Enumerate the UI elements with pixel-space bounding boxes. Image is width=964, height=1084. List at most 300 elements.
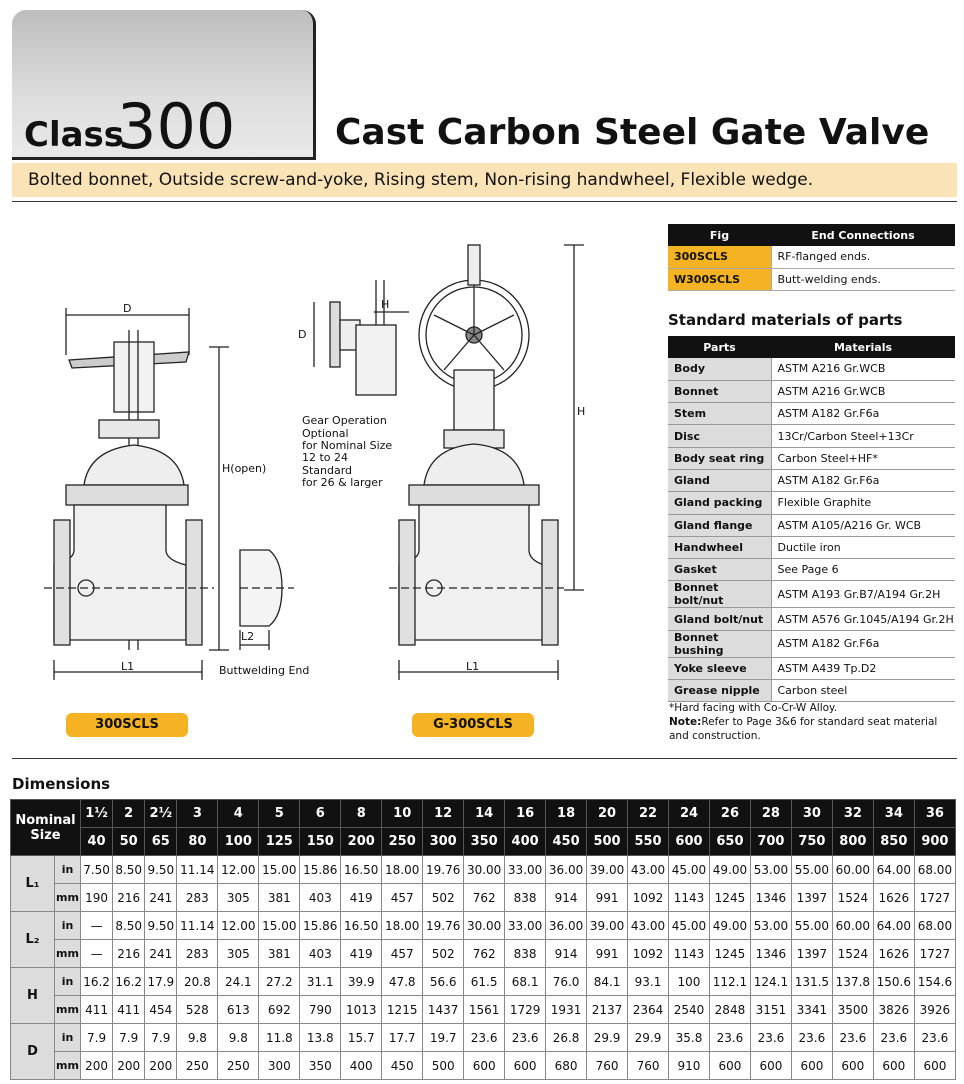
dimension-value: —	[81, 940, 113, 968]
gear-h-label: H	[381, 298, 390, 311]
size-label: Size	[30, 827, 61, 843]
dimension-value: 2137	[587, 996, 628, 1024]
nominal-size-header	[11, 800, 81, 856]
size-in-header: 34	[873, 800, 914, 828]
dimension-group-label: L₁	[11, 856, 55, 912]
dimension-value: 18.00	[382, 912, 423, 940]
dimension-value: 762	[464, 884, 505, 912]
dimension-value: 17.9	[145, 968, 177, 996]
dimension-value: 19.76	[423, 912, 464, 940]
dimension-value: 1215	[382, 996, 423, 1024]
dimension-value: 3151	[750, 996, 791, 1024]
dimension-row	[11, 884, 956, 912]
dimension-value: 1561	[464, 996, 505, 1024]
size-in-header: 22	[628, 800, 669, 828]
size-in-header: 6	[300, 800, 341, 828]
dimension-value: 30.00	[464, 912, 505, 940]
material-row	[668, 403, 955, 425]
part-name: Gasket	[668, 559, 771, 581]
part-name: Bonnet bushing	[668, 630, 771, 657]
dimension-value: 15.00	[259, 856, 300, 884]
dimension-value: 61.5	[464, 968, 505, 996]
dimension-value: 1727	[914, 884, 955, 912]
unit-label: in	[55, 912, 81, 940]
part-name: Bonnet	[668, 380, 771, 402]
dimension-value: 36.00	[546, 856, 587, 884]
dimension-value: 33.00	[505, 856, 546, 884]
size-mm-header: 750	[791, 828, 832, 856]
dimension-value: 1143	[669, 940, 710, 968]
dimension-value: 1092	[628, 940, 669, 968]
dimension-value: 26.8	[546, 1024, 587, 1052]
dimension-row	[11, 912, 956, 940]
material-row	[668, 630, 955, 657]
dimension-value: 15.86	[300, 856, 341, 884]
dimension-value: 36.00	[546, 912, 587, 940]
size-mm-header: 800	[832, 828, 873, 856]
size-in-header: 2½	[145, 800, 177, 828]
dimension-value: 16.2	[113, 968, 145, 996]
dimension-value: 419	[341, 940, 382, 968]
dimension-value: 68.00	[914, 856, 955, 884]
dimension-value: 1143	[669, 884, 710, 912]
dimension-value: 47.8	[382, 968, 423, 996]
dimension-value: 29.9	[628, 1024, 669, 1052]
nominal-label: Nominal	[15, 812, 76, 828]
dimension-value: 18.00	[382, 856, 423, 884]
dimension-value: 13.8	[300, 1024, 341, 1052]
dimension-value: 12.00	[218, 856, 259, 884]
dimension-value: 838	[505, 940, 546, 968]
materials-col-header: Materials	[771, 336, 955, 358]
dimension-value: 454	[145, 996, 177, 1024]
part-material: Ductile iron	[771, 536, 955, 558]
subtitle: Bolted bonnet, Outside screw-and-yoke, Rising stem, Non-rising handwheel, Flexible wedge.	[28, 170, 814, 190]
unit-label: in	[55, 1024, 81, 1052]
dimension-value: 1397	[791, 940, 832, 968]
dimension-value: 23.6	[914, 1024, 955, 1052]
dimension-value: 53.00	[750, 856, 791, 884]
part-name: Stem	[668, 403, 771, 425]
size-in-header: 1½	[81, 800, 113, 828]
valve-drawings	[14, 220, 654, 730]
part-name: Gland flange	[668, 514, 771, 536]
part-material: ASTM A182 Gr.F6a	[771, 469, 955, 491]
dimension-value: 381	[259, 940, 300, 968]
dimension-value: 8.50	[113, 856, 145, 884]
dimension-value: 9.50	[145, 856, 177, 884]
dimension-row	[11, 1052, 956, 1080]
dim-d-label: D	[123, 302, 132, 315]
dimension-value: 16.50	[341, 856, 382, 884]
dimension-value: 24.1	[218, 968, 259, 996]
dimension-value: 1524	[832, 940, 873, 968]
dimension-value: 27.2	[259, 968, 300, 996]
size-in-header: 26	[709, 800, 750, 828]
gear-note-1: Gear Operation	[302, 414, 387, 427]
dimension-value: 20.8	[177, 968, 218, 996]
size-mm-header: 200	[341, 828, 382, 856]
size-in-header: 8	[341, 800, 382, 828]
dimension-value: 55.00	[791, 856, 832, 884]
fig-code: 300SCLS	[668, 246, 771, 268]
size-in-header: 4	[218, 800, 259, 828]
dimension-value: 1626	[873, 940, 914, 968]
dimension-value: 1013	[341, 996, 382, 1024]
size-mm-header: 65	[145, 828, 177, 856]
size-mm-header: 600	[669, 828, 710, 856]
dimension-value: 457	[382, 884, 423, 912]
dimension-value: 9.8	[218, 1024, 259, 1052]
part-name: Yoke sleeve	[668, 657, 771, 679]
fig-row	[668, 268, 955, 290]
fig-connection: Butt-welding ends.	[771, 268, 955, 290]
size-in-header: 28	[750, 800, 791, 828]
dimension-value: 600	[832, 1052, 873, 1080]
dimension-value: 600	[791, 1052, 832, 1080]
dimension-value: 9.8	[177, 1024, 218, 1052]
parts-col-header: Parts	[668, 336, 771, 358]
dimension-value: 502	[423, 940, 464, 968]
dim-h-label: H	[577, 405, 586, 418]
dimension-value: 600	[873, 1052, 914, 1080]
fig-code: W300SCLS	[668, 268, 771, 290]
dimension-value: —	[81, 912, 113, 940]
dimension-value: 600	[464, 1052, 505, 1080]
gear-note-3: for Nominal Size	[302, 439, 393, 452]
dimension-value: 53.00	[750, 912, 791, 940]
dimension-value: 68.00	[914, 912, 955, 940]
size-mm-header: 650	[709, 828, 750, 856]
size-mm-header: 80	[177, 828, 218, 856]
size-in-header: 14	[464, 800, 505, 828]
dimension-value: 241	[145, 884, 177, 912]
size-mm-header: 900	[914, 828, 955, 856]
class-word: Class	[24, 115, 125, 155]
dimension-value: 1931	[546, 996, 587, 1024]
dimension-value: 910	[669, 1052, 710, 1080]
page-title: Cast Carbon Steel Gate Valve	[335, 112, 930, 153]
dimension-value: 17.7	[382, 1024, 423, 1052]
size-in-header: 24	[669, 800, 710, 828]
material-row	[668, 559, 955, 581]
dimension-row	[11, 856, 956, 884]
dimension-value: 33.00	[505, 912, 546, 940]
fig-label-g300scls: G-300SCLS	[412, 713, 534, 737]
dimension-value: 7.9	[81, 1024, 113, 1052]
dimension-value: 11.14	[177, 856, 218, 884]
fig-col-header: Fig	[668, 224, 771, 246]
dimension-value: 305	[218, 884, 259, 912]
dimension-value: 23.6	[464, 1024, 505, 1052]
dimension-group-label: H	[11, 968, 55, 1024]
note-label: Note:	[669, 716, 702, 728]
dimension-value: 411	[81, 996, 113, 1024]
dimension-value: 450	[382, 1052, 423, 1080]
material-row	[668, 657, 955, 679]
dimension-value: 1092	[628, 884, 669, 912]
dimension-value: 43.00	[628, 912, 669, 940]
dimension-value: 2848	[709, 996, 750, 1024]
part-material: Carbon Steel+HF*	[771, 447, 955, 469]
materials-table	[668, 336, 955, 702]
material-row	[668, 680, 955, 702]
material-row	[668, 469, 955, 491]
dimension-value: 1245	[709, 940, 750, 968]
size-mm-header: 150	[300, 828, 341, 856]
part-material: ASTM A105/A216 Gr. WCB	[771, 514, 955, 536]
gear-note-4: 12 to 24	[302, 451, 349, 464]
dimension-value: 100	[669, 968, 710, 996]
dimension-value: 131.5	[791, 968, 832, 996]
fig-table	[668, 224, 955, 291]
dimension-value: 76.0	[546, 968, 587, 996]
dim-l1-label: L1	[121, 660, 135, 673]
dimension-value: 914	[546, 884, 587, 912]
material-row	[668, 447, 955, 469]
dimension-value: 8.50	[113, 912, 145, 940]
dimensions-table	[10, 799, 956, 1080]
part-material: ASTM A216 Gr.WCB	[771, 358, 955, 380]
dimension-value: 23.6	[791, 1024, 832, 1052]
unit-label: in	[55, 968, 81, 996]
dimension-value: 43.00	[628, 856, 669, 884]
part-name: Gland packing	[668, 492, 771, 514]
dimension-value: 350	[300, 1052, 341, 1080]
dim-h-open-label: H(open)	[222, 462, 267, 475]
size-in-header: 2	[113, 800, 145, 828]
dimension-value: 600	[750, 1052, 791, 1080]
dimension-value: 381	[259, 884, 300, 912]
dimension-value: 16.2	[81, 968, 113, 996]
subtitle-bar	[12, 163, 957, 197]
size-mm-header: 500	[587, 828, 628, 856]
unit-label: mm	[55, 940, 81, 968]
dimension-value: 762	[464, 940, 505, 968]
dimension-value: 790	[300, 996, 341, 1024]
dimension-value: 3826	[873, 996, 914, 1024]
dimension-value: 1346	[750, 884, 791, 912]
size-mm-header: 125	[259, 828, 300, 856]
dimension-value: 11.8	[259, 1024, 300, 1052]
part-material: ASTM A182 Gr.F6a	[771, 403, 955, 425]
dimension-value: 15.7	[341, 1024, 382, 1052]
dimensions-title: Dimensions	[12, 775, 111, 793]
end-connections-col-header: End Connections	[771, 224, 955, 246]
fig-row	[668, 246, 955, 268]
dimension-value: 419	[341, 884, 382, 912]
part-material: ASTM A439 Tp.D2	[771, 657, 955, 679]
dimension-value: 1524	[832, 884, 873, 912]
dimension-value: 3926	[914, 996, 955, 1024]
dimension-value: 991	[587, 884, 628, 912]
part-material: ASTM A216 Gr.WCB	[771, 380, 955, 402]
dimension-value: 457	[382, 940, 423, 968]
dimension-value: 300	[259, 1052, 300, 1080]
dimension-value: 7.9	[113, 1024, 145, 1052]
dimension-value: 49.00	[709, 912, 750, 940]
dimension-value: 64.00	[873, 912, 914, 940]
dimension-value: 9.50	[145, 912, 177, 940]
material-row	[668, 425, 955, 447]
dimension-value: 7.50	[81, 856, 113, 884]
dimension-value: 39.00	[587, 856, 628, 884]
dimension-value: 23.6	[873, 1024, 914, 1052]
size-mm-header: 50	[113, 828, 145, 856]
size-mm-header: 350	[464, 828, 505, 856]
size-in-header: 12	[423, 800, 464, 828]
part-name: Handwheel	[668, 536, 771, 558]
dimension-value: 29.9	[587, 1024, 628, 1052]
size-in-header: 30	[791, 800, 832, 828]
dimension-value: 283	[177, 884, 218, 912]
dimension-value: 190	[81, 884, 113, 912]
dimension-value: 216	[113, 940, 145, 968]
dimension-value: 31.1	[300, 968, 341, 996]
dimension-value: 55.00	[791, 912, 832, 940]
dimension-value: 692	[259, 996, 300, 1024]
dimension-value: 1626	[873, 884, 914, 912]
dimension-value: 112.1	[709, 968, 750, 996]
size-in-header: 10	[382, 800, 423, 828]
dimension-value: 411	[113, 996, 145, 1024]
dimension-value: 15.00	[259, 912, 300, 940]
dimension-row	[11, 1024, 956, 1052]
dim-l1-right-label: L1	[466, 660, 480, 673]
part-material: Flexible Graphite	[771, 492, 955, 514]
size-mm-header: 250	[382, 828, 423, 856]
part-name: Gland bolt/nut	[668, 608, 771, 630]
dimension-value: 760	[587, 1052, 628, 1080]
part-name: Grease nipple	[668, 680, 771, 702]
dimension-value: 914	[546, 940, 587, 968]
size-in-header: 5	[259, 800, 300, 828]
dimension-value: 528	[177, 996, 218, 1024]
dim-l2-label: L2	[241, 630, 255, 643]
size-mm-header: 40	[81, 828, 113, 856]
dimension-value: 2364	[628, 996, 669, 1024]
dimension-value: 241	[145, 940, 177, 968]
dimension-value: 403	[300, 884, 341, 912]
dimension-value: 200	[113, 1052, 145, 1080]
dimension-value: 39.00	[587, 912, 628, 940]
dimension-value: 124.1	[750, 968, 791, 996]
material-row	[668, 380, 955, 402]
size-mm-header: 400	[505, 828, 546, 856]
dimension-value: 200	[145, 1052, 177, 1080]
dimension-value: 1727	[914, 940, 955, 968]
size-mm-header: 700	[750, 828, 791, 856]
part-name: Body	[668, 358, 771, 380]
size-mm-header: 850	[873, 828, 914, 856]
dimension-value: 250	[177, 1052, 218, 1080]
dimension-value: 154.6	[914, 968, 955, 996]
dimension-value: 250	[218, 1052, 259, 1080]
material-row	[668, 536, 955, 558]
dimension-value: 1346	[750, 940, 791, 968]
unit-label: mm	[55, 884, 81, 912]
gear-note-6: for 26 & larger	[302, 476, 383, 489]
dimension-value: 23.6	[832, 1024, 873, 1052]
part-material: Carbon steel	[771, 680, 955, 702]
buttwelding-label: Buttwelding End	[219, 664, 310, 677]
dimension-value: 1245	[709, 884, 750, 912]
material-row	[668, 492, 955, 514]
dimension-value: 216	[113, 884, 145, 912]
dimension-value: 23.6	[709, 1024, 750, 1052]
dimension-value: 93.1	[628, 968, 669, 996]
dimension-value: 84.1	[587, 968, 628, 996]
size-in-header: 32	[832, 800, 873, 828]
dimension-value: 991	[587, 940, 628, 968]
dimension-value: 305	[218, 940, 259, 968]
hardfacing-note: *Hard facing with Co-Cr-W Alloy.	[669, 702, 838, 714]
material-row	[668, 514, 955, 536]
gear-note-5: Standard	[302, 464, 353, 477]
unit-label: in	[55, 856, 81, 884]
dimension-value: 760	[628, 1052, 669, 1080]
part-name: Body seat ring	[668, 447, 771, 469]
class-badge	[12, 10, 316, 163]
dimension-value: 2540	[669, 996, 710, 1024]
dimension-value: 68.1	[505, 968, 546, 996]
material-row	[668, 358, 955, 380]
dimension-row	[11, 968, 956, 996]
dimension-value: 500	[423, 1052, 464, 1080]
dimension-value: 400	[341, 1052, 382, 1080]
part-material: ASTM A193 Gr.B7/A194 Gr.2H	[771, 581, 955, 608]
dimension-value: 7.9	[145, 1024, 177, 1052]
dimension-value: 600	[709, 1052, 750, 1080]
size-in-header: 36	[914, 800, 955, 828]
fig-label-300scls: 300SCLS	[66, 713, 188, 737]
size-mm-header: 450	[546, 828, 587, 856]
materials-title: Standard materials of parts	[668, 311, 903, 329]
dimension-group-label: D	[11, 1024, 55, 1080]
dimension-value: 150.6	[873, 968, 914, 996]
dimension-row	[11, 996, 956, 1024]
dimension-value: 60.00	[832, 856, 873, 884]
dimension-value: 60.00	[832, 912, 873, 940]
dimension-value: 45.00	[669, 912, 710, 940]
unit-label: mm	[55, 996, 81, 1024]
gear-d-label: D	[298, 328, 307, 341]
dimension-value: 49.00	[709, 856, 750, 884]
dimension-value: 502	[423, 884, 464, 912]
materials-notes	[669, 701, 957, 743]
dimension-group-label: L₂	[11, 912, 55, 968]
material-row	[668, 608, 955, 630]
divider-mid	[12, 758, 957, 759]
dimension-value: 30.00	[464, 856, 505, 884]
size-in-header: 20	[587, 800, 628, 828]
dimension-value: 283	[177, 940, 218, 968]
part-material: ASTM A182 Gr.F6a	[771, 630, 955, 657]
reference-note	[669, 715, 957, 743]
dimension-value: 137.8	[832, 968, 873, 996]
note-text: Refer to Page 3&6 for standard seat material and construction.	[669, 716, 938, 742]
material-row	[668, 581, 955, 608]
part-name: Disc	[668, 425, 771, 447]
size-mm-header: 550	[628, 828, 669, 856]
fig-connection: RF-flanged ends.	[771, 246, 955, 268]
dimension-value: 19.76	[423, 856, 464, 884]
part-material: See Page 6	[771, 559, 955, 581]
dimension-value: 613	[218, 996, 259, 1024]
divider-top	[12, 201, 957, 202]
dimension-value: 45.00	[669, 856, 710, 884]
dimension-value: 12.00	[218, 912, 259, 940]
